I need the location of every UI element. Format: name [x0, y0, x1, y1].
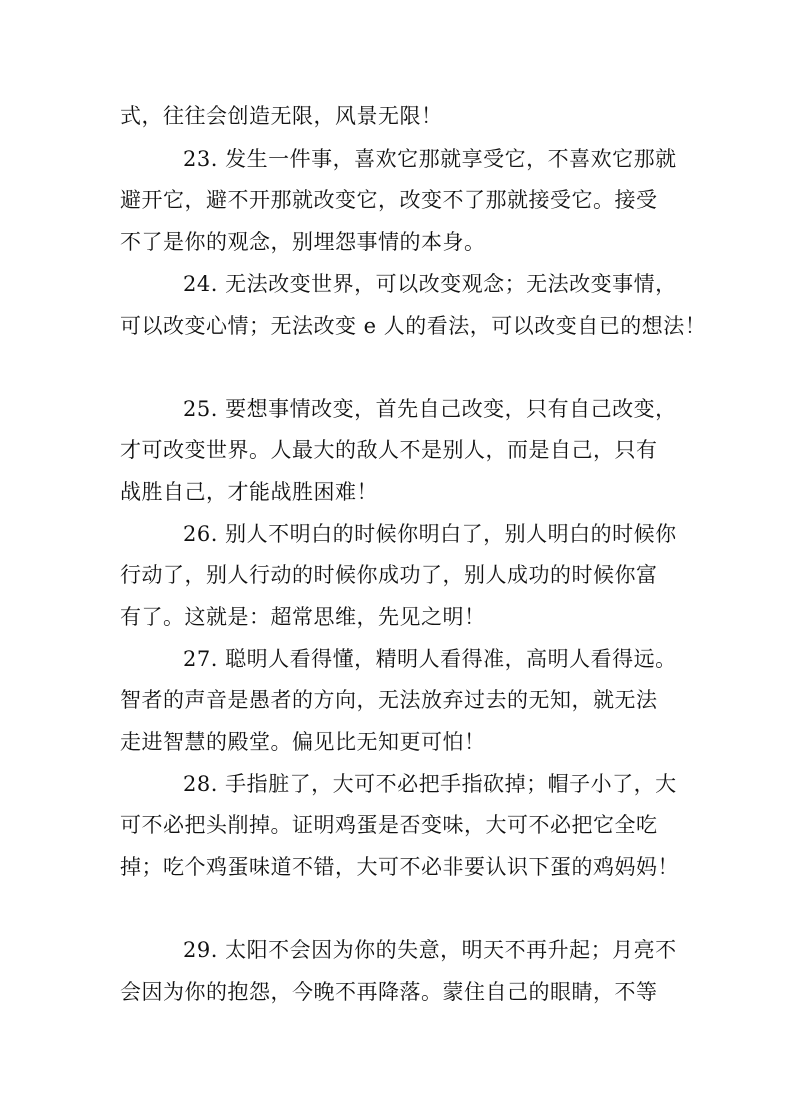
- paragraph-26-line-3: 有了。这就是：超常思维，先见之明！: [120, 605, 486, 629]
- paragraph-29-line-2: 会因为你的抱怨，今晚不再降落。蒙住自己的眼睛，不等: [120, 980, 658, 1004]
- paragraph-28-line-3: 掉；吃个鸡蛋味道不错，大可不必非要认识下蛋的鸡妈妈！: [120, 855, 679, 879]
- paragraph-24-line-2: 可以改变心情；无法改变 e 人的看法，可以改变自已的想法！: [120, 314, 707, 338]
- paragraph-25-line-3: 战胜自己，才能战胜困难！: [120, 480, 378, 504]
- paragraph-26-line-1: 26. 别人不明白的时候你明白了，别人明白的时候你: [183, 522, 677, 546]
- paragraph-23-line-3: 不了是你的观念，别埋怨事情的本身。: [120, 230, 486, 254]
- paragraph-24-line-1: 24. 无法改变世界，可以改变观念；无法改变事情，: [183, 272, 677, 296]
- paragraph-23-line-2: 避开它，避不开那就改变它，改变不了那就接受它。接受: [120, 188, 658, 212]
- paragraph-29-line-1: 29. 太阳不会因为你的失意，明天不再升起；月亮不: [183, 938, 677, 962]
- paragraph-26-line-2: 行动了，别人行动的时候你成功了，别人成功的时候你富: [120, 563, 658, 587]
- paragraph-23-line-1: 23. 发生一件事，喜欢它那就享受它，不喜欢它那就: [183, 147, 677, 171]
- paragraph-28-line-1: 28. 手指脏了，大可不必把手指砍掉；帽子小了，大: [183, 772, 677, 796]
- paragraph-27-line-2: 智者的声音是愚者的方向，无法放弃过去的无知，就无法: [120, 688, 658, 712]
- paragraph-25-line-2: 才可改变世界。人最大的敌人不是别人，而是自己，只有: [120, 438, 658, 462]
- paragraph-27-line-1: 27. 聪明人看得懂，精明人看得准，高明人看得远。: [183, 647, 677, 671]
- paragraph-27-line-3: 走进智慧的殿堂。偏见比无知更可怕！: [120, 730, 486, 754]
- text-line: 式，往往会创造无限，风景无限！: [120, 104, 443, 128]
- paragraph-28-line-2: 可不必把头削掉。证明鸡蛋是否变味，大可不必把它全吃: [120, 813, 658, 837]
- paragraph-25-line-1: 25. 要想事情改变，首先自己改变，只有自己改变，: [183, 397, 677, 421]
